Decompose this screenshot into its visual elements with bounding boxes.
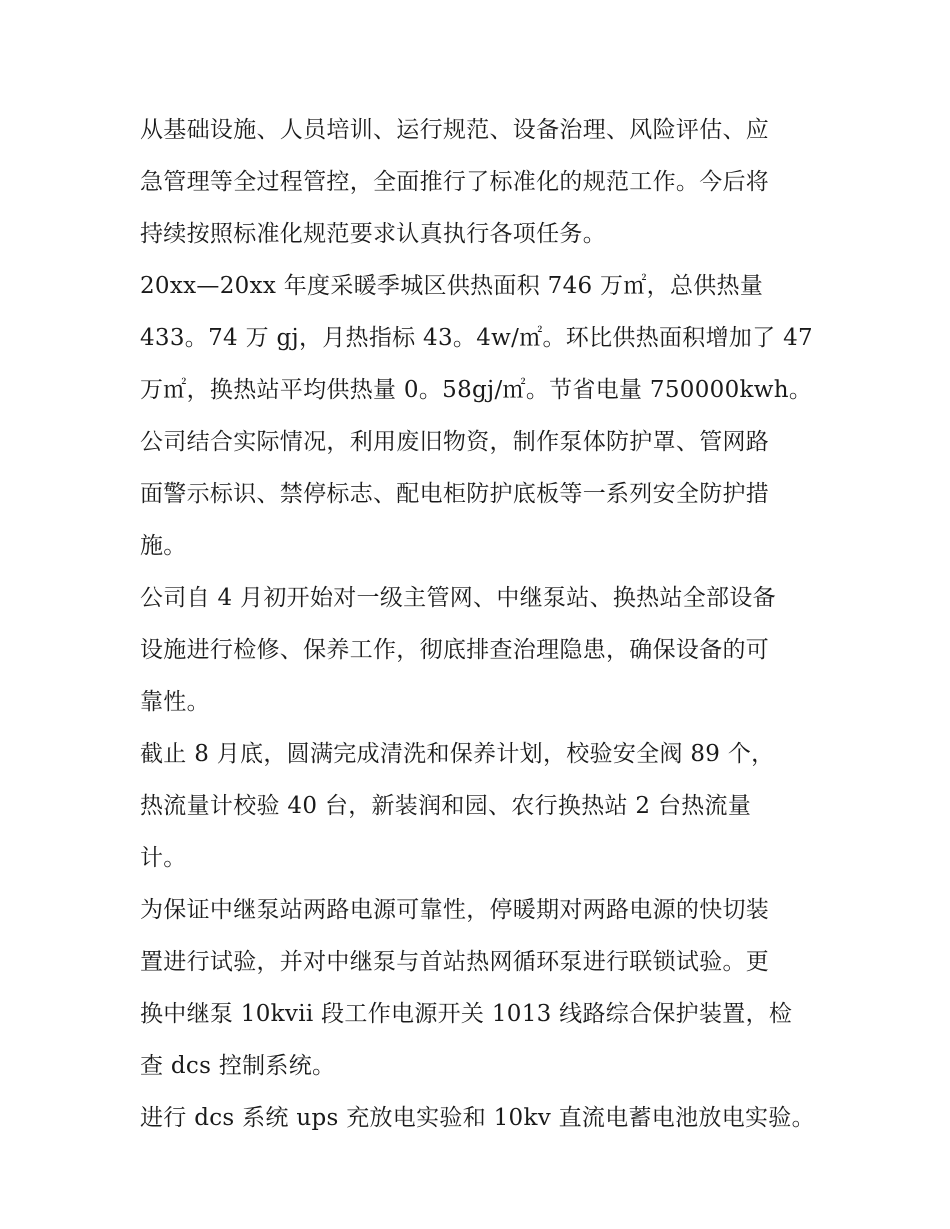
paragraph-power-supply-tests [140, 884, 830, 1092]
text-line: 急管理等全过程管控，全面推行了标准化的规范工作。今后将 [140, 169, 770, 195]
text-line: 设施进行检修、保养工作，彻底排查治理隐患，确保设备的可 [140, 637, 770, 663]
text-line: 万㎡，换热站平均供热量 0。58gj/㎡。节省电量 750000kwh。 [140, 377, 813, 403]
text-line: 公司自 4 月初开始对一级主管网、中继泵站、换热站全部设备 [140, 585, 776, 611]
text-line: 持续按照标准化规范要求认真执行各项任务。 [140, 221, 606, 247]
paragraph-heating-statistics [140, 260, 830, 416]
text-line: 靠性。 [140, 689, 210, 715]
text-line: 换中继泵 10kvii 段工作电源开关 1013 线路综合保护装置，检 [140, 1001, 793, 1027]
paragraph-calibration [140, 728, 830, 884]
document-body [140, 104, 830, 1144]
paragraph-safety-measures [140, 416, 830, 572]
text-line: 置进行试验，并对中继泵与首站热网循环泵进行联锁试验。更 [140, 949, 770, 975]
text-line: 查 dcs 控制系统。 [140, 1053, 336, 1079]
text-line: 进行 dcs 系统 ups 充放电实验和 10kv 直流电蓄电池放电实验。 [140, 1105, 815, 1131]
paragraph-standardization [140, 104, 830, 260]
text-line: 为保证中继泵站两路电源可靠性，停暖期对两路电源的快切装 [140, 897, 770, 923]
text-line: 433。74 万 gj，月热指标 43。4w/㎡。环比供热面积增加了 47 [140, 325, 813, 351]
text-line: 施。 [140, 533, 187, 559]
paragraph-ups-tests [140, 1092, 830, 1144]
text-line: 面警示标识、禁停标志、配电柜防护底板等一系列安全防护措 [140, 481, 770, 507]
text-line: 截止 8 月底，圆满完成清洗和保养计划，校验安全阀 89 个， [140, 741, 775, 767]
text-line: 20xx—20xx 年度采暖季城区供热面积 746 万㎡，总供热量 [140, 273, 764, 299]
paragraph-maintenance [140, 572, 830, 728]
text-line: 计。 [140, 845, 187, 871]
text-line: 公司结合实际情况，利用废旧物资，制作泵体防护罩、管网路 [140, 429, 770, 455]
text-line: 从基础设施、人员培训、运行规范、设备治理、风险评估、应 [140, 117, 770, 143]
text-line: 热流量计校验 40 台，新装润和园、农行换热站 2 台热流量 [140, 793, 752, 819]
